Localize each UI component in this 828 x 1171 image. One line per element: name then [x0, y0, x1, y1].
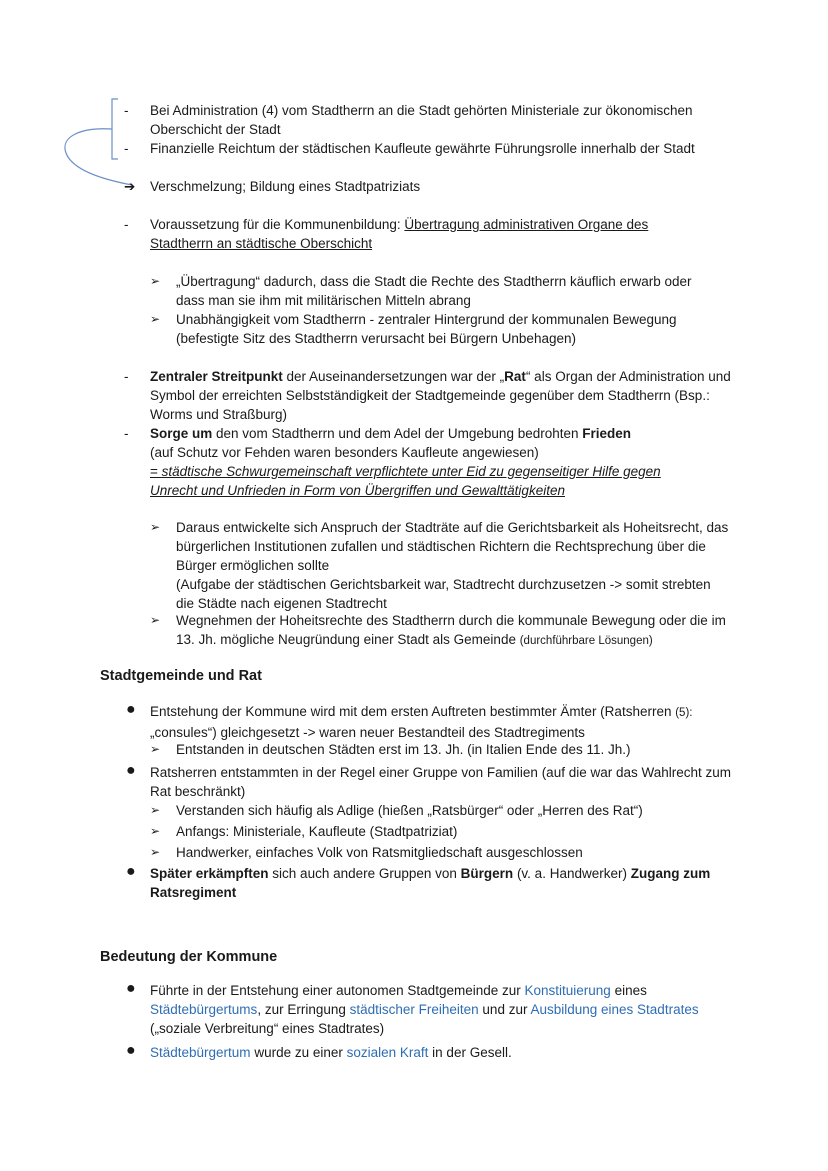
sub-uebertragung: „Übertragung“ dadurch, dass die Stadt die Rechte des Stadtherrn käuflich erwarb oder dass man sie ihm mit militärischen Mitteln abrang: [176, 274, 692, 308]
sub-unabhaengigkeit: Unabhängigkeit vom Stadtherrn - zentraler Hintergrund der kommunalen Bewegung (befestigte Sitz des Stadtherrn verursacht bei Bürgern Unbehagen): [176, 312, 677, 346]
result-arrow-icon: ➔: [124, 179, 136, 194]
link-staedtebuergertum: Städtebürgertums: [150, 1002, 258, 1017]
dash-bullet: -: [124, 369, 129, 384]
dash-bullet: -: [124, 141, 129, 156]
item-reichtum: Finanzielle Reichtum der städtischen Kaufleute gewährte Führungsrolle innerhalb der Stadt: [150, 141, 695, 156]
item-sorge: Sorge um den vom Stadtherrn und dem Adel der Umgebung bedrohten Frieden (auf Schutz vor Fehden waren besonders Kaufleute angewiesen) = städtische Schwurgemeinschaft verpflichtete unter Eid zu gegenseitiger Hilfe gegen Unrecht und Unfrieden in Form von Übergriffen und Gewalttätigkeiten: [150, 426, 661, 498]
sub-arrow-icon: ➢: [150, 520, 161, 534]
dash-bullet: -: [124, 426, 129, 441]
heading-bedeutung: Bedeutung der Kommune: [100, 949, 278, 965]
bullet-dot: ●: [126, 701, 136, 718]
sub-adlige: Verstanden sich häufig als Adlige (hießen „Ratsbürger“ oder „Herren des Rat“): [176, 803, 643, 818]
item-fuehrte: Führte in der Entstehung einer autonomen Stadtgemeinde zur Konstituierung eines Städtebürgertums, zur Erringung städtischer Freiheiten und zur Ausbildung eines Stadtrates („soziale Verbreitung“ eines Stadtrates): [150, 983, 699, 1036]
dash-bullet: -: [124, 217, 129, 232]
sub-wegnehmen: Wegnehmen der Hoheitsrechte des Stadtherrn durch die kommunale Bewegung oder die im 13. Jh. mögliche Neugründung einer Stadt als Gemeinde (durchführbare Lösungen): [176, 613, 726, 647]
sub-gerichtsbarkeit: Daraus entwickelte sich Anspruch der Stadträte auf die Gerichtsbarkeit als Hoheitsrecht, das bürgerlichen Institutionen zufallen und städtischen Richtern die Rechtsprechung über die Bürger ermöglichen sollte (Aufgabe der städtischen Gerichtsbarkeit war, Stadtrecht durchzusetzen -> somit strebten die Städte nach eigenen Stadtrecht: [176, 520, 729, 611]
bullet-dot: ●: [126, 1042, 136, 1059]
sub-arrow-icon: ➢: [150, 803, 161, 817]
link-staedtebuergertum-2: Städtebürgertum: [150, 1045, 251, 1060]
bullet-dot: ●: [126, 980, 136, 997]
link-stadtrat: Ausbildung eines Stadtrates: [530, 1002, 699, 1017]
item-administration: Bei Administration (4) vom Stadtherrn an die Stadt gehörten Ministeriale zur ökonomischen Oberschicht der Stadt: [150, 103, 693, 137]
item-kraft: Städtebürgertum wurde zu einer sozialen Kraft in der Gesell.: [150, 1045, 512, 1060]
link-konstituierung: Konstituierung: [524, 983, 611, 998]
sub-arrow-icon: ➢: [150, 845, 161, 859]
link-soziale-kraft: sozialen Kraft: [346, 1045, 429, 1060]
bullet-dot: ●: [126, 863, 136, 880]
dash-bullet: -: [124, 103, 129, 118]
item-ratsherren: Ratsherren entstammten in der Regel einer Gruppe von Familien (auf die war das Wahlrecht zum Rat beschränkt): [150, 765, 732, 799]
sub-entstanden: Entstanden in deutschen Städten erst im 13. Jh. (in Italien Ende des 11. Jh.): [176, 742, 631, 757]
item-verschmelzung: Verschmelzung; Bildung eines Stadtpatriziats: [150, 179, 421, 194]
item-spaeter: Später erkämpften sich auch andere Gruppen von Bürgern (v. a. Handwerker) Zugang zum Ratsregiment: [150, 866, 711, 900]
sub-arrow-icon: ➢: [150, 742, 161, 756]
item-streitpunkt: Zentraler Streitpunkt der Auseinandersetzungen war der „Rat“ als Organ der Administration und Symbol der erreichten Selbstständigkeit der Stadtgemeinde gegenüber dem Stadtherrn (Bsp.: Worms und Straßburg): [150, 369, 731, 422]
heading-stadtgemeinde: Stadtgemeinde und Rat: [100, 668, 262, 684]
link-freiheiten: städtischer Freiheiten: [349, 1002, 479, 1017]
bullet-dot: ●: [126, 762, 136, 779]
item-entstehung: Entstehung der Kommune wird mit dem ersten Auftreten bestimmter Ämter (Ratsherren (5): „consules“) gleichgesetzt -> waren neuer Bestandteil des Stadtregiments: [150, 704, 693, 740]
sub-arrow-icon: ➢: [150, 274, 161, 288]
sub-arrow-icon: ➢: [150, 312, 161, 326]
item-voraussetzung: Voraussetzung für die Kommunenbildung: Übertragung administrativen Organe des Stadtherrn an städtische Oberschicht: [150, 217, 649, 251]
sub-arrow-icon: ➢: [150, 613, 161, 627]
sub-handwerker: Handwerker, einfaches Volk von Ratsmitgliedschaft ausgeschlossen: [176, 845, 583, 860]
sub-arrow-icon: ➢: [150, 824, 161, 838]
sub-anfangs: Anfangs: Ministeriale, Kaufleute (Stadtpatriziat): [176, 824, 458, 839]
